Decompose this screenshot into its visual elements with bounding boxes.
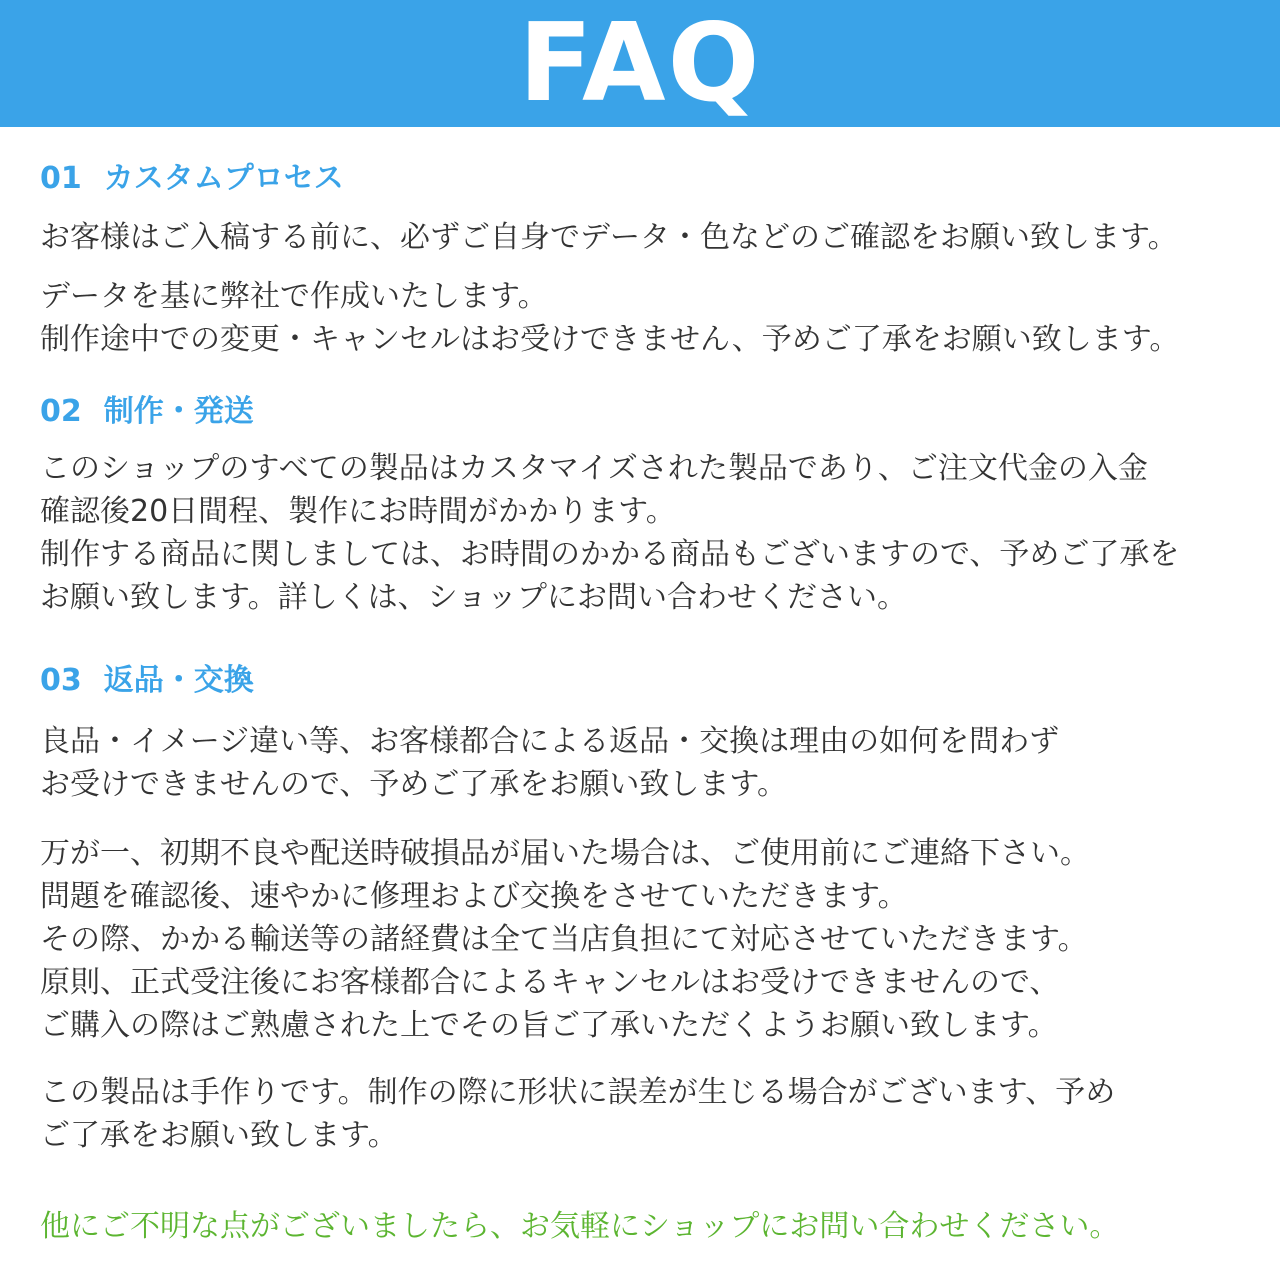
paragraph-line: ご購入の際はご熟慮された上でその旨ご了承いただくようお願い致します。 — [40, 1008, 1058, 1043]
section-paragraph — [40, 1071, 1115, 1157]
paragraph-line: お願い致します。詳しくは、ショップにお問い合わせください。 — [40, 580, 907, 615]
section-number: 03 — [40, 663, 82, 698]
paragraph-line: その際、かかる輸送等の諸経費は全て当店負担にて対応させていただきます。 — [40, 922, 1088, 957]
section-paragraph — [40, 275, 1179, 361]
section-paragraph — [40, 832, 1090, 1047]
paragraph-line: 原則、正式受注後にお客様都合によるキャンセルはお受けできませんので、 — [40, 965, 1060, 1000]
paragraph-line: 確認後20日間程、製作にお時間がかかります。 — [40, 494, 676, 529]
section-heading-production-shipping — [40, 394, 254, 429]
paragraph-line: 制作する商品に関しましては、お時間のかかる商品もございますので、予めご了承を — [40, 537, 1180, 572]
section-paragraph — [40, 720, 1059, 806]
paragraph-line: データを基に弊社で作成いたします。 — [40, 279, 548, 314]
paragraph-line: 制作途中での変更・キャンセルはお受けできません、予めご了承をお願い致します。 — [40, 322, 1180, 357]
paragraph-line: この製品は手作りです。制作の際に形状に誤差が生じる場合がございます、予め — [40, 1075, 1116, 1110]
section-heading-returns-exchanges — [40, 663, 254, 698]
paragraph-line: 万が一、初期不良や配送時破損品が届いた場合は、ご使用前にご連絡下さい。 — [40, 836, 1090, 871]
paragraph-line: お客様はご入稿する前に、必ずご自身でデータ・色などのご確認をお願い致します。 — [40, 220, 1178, 255]
section-paragraph — [40, 216, 1178, 259]
section-title: 制作・発送 — [103, 394, 254, 429]
paragraph-line: このショップのすべての製品はカスタマイズされた製品であり、ご注文代金の入金 — [40, 451, 1148, 486]
section-paragraph — [40, 447, 1179, 619]
paragraph-line: お受けできませんので、予めご了承をお願い致します。 — [40, 767, 787, 802]
section-title: 返品・交換 — [103, 663, 254, 698]
page-header — [0, 0, 1280, 127]
section-title: カスタムプロセス — [103, 161, 344, 196]
closing-message: 他にご不明な点がございましたら、お気軽にショップにお問い合わせください。 — [40, 1209, 1120, 1244]
section-number: 01 — [40, 161, 82, 196]
page-title: FAQ — [518, 0, 762, 126]
paragraph-line: 良品・イメージ違い等、お客様都合による返品・交換は理由の如何を問わず — [40, 724, 1060, 759]
section-number: 02 — [40, 394, 82, 429]
paragraph-line: 問題を確認後、速やかに修理および交換をさせていただきます。 — [40, 879, 908, 914]
paragraph-line: ご了承をお願い致します。 — [40, 1118, 398, 1153]
section-heading-custom-process — [40, 161, 344, 196]
